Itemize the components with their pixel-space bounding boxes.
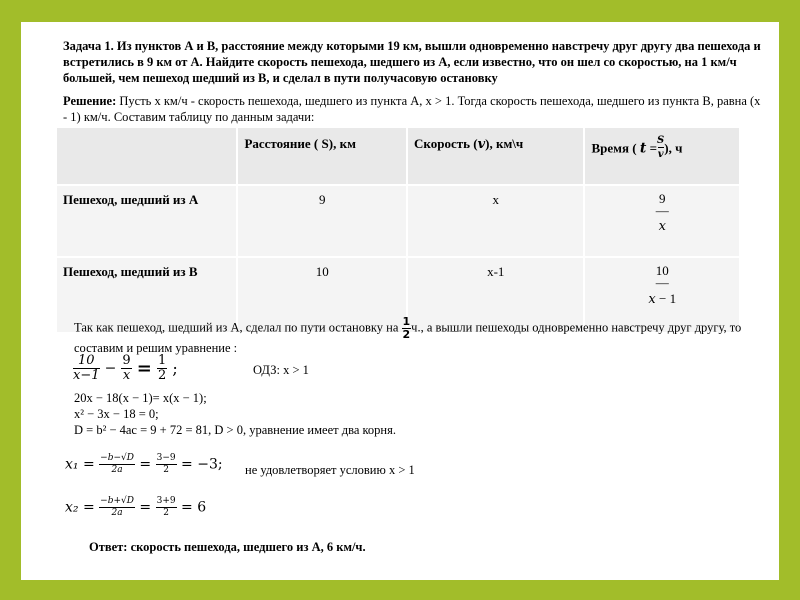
time-fraction-b: 10 — x − 1 [648,263,677,307]
solution-label: Решение: [63,94,117,108]
step-2: x² − 3x − 18 = 0; [74,407,159,421]
cell-time-a [584,185,740,257]
answer: Ответ: скорость пешехода, шедшего из А, 6 км/ч. [89,540,366,554]
table-row [56,185,740,257]
cell-speed-b: х-1 [407,257,584,333]
time-fraction-a: 9 — x [655,191,669,234]
solution-intro [63,94,763,125]
solution-text: Пусть х км/ч - скорость пешехода, шедшего из пункта А, х > 1. Тогда скорость пешехода, шедшего из пункта В, равна (х - 1) км/ч. Составим таблицу по данным задачи: [63,94,761,124]
cell-speed-a: х [407,185,584,257]
step-1: 20x − 18(x − 1)= x(x − 1); [74,391,207,405]
x2-value-fraction: $\frac{3+9}{2}$ [156,496,176,518]
step-3: D = b² − 4ac = 9 + 72 = 81, D > 0, уравнение имеет два корня. [74,423,396,437]
eq-fraction-3: $\frac{1}{2}$ [157,353,167,383]
cell-distance-b: 10 [237,257,407,333]
eq-fraction-1: $\frac{10}{x-1}$ [73,353,100,383]
root-x1: x₁ = $\frac{-b-√D}{2a}$ = $\frac{3-9}{2}$ = −3; [65,453,223,475]
eq-fraction-2: $\frac{9}{x}$ [122,353,131,383]
odz: ОДЗ: x > 1 [253,363,309,377]
row-label-a: Пешеход, шедший из А [56,185,237,257]
header-distance: Расстояние ( S), км [237,127,407,185]
half-fraction: $\frac{1}{2}$ [402,315,411,341]
x1-value-fraction: $\frac{3-9}{2}$ [156,453,176,475]
root-x2: x₂ = $\frac{-b+√D}{2a}$ = $\frac{3+9}{2}$ = 6 [65,496,207,518]
x2-formula: $\frac{-b+√D}{2a}$ [100,496,134,518]
header-empty-cell [56,127,237,185]
main-equation: $\frac{10}{x-1}$ − $\frac{9}{x}$ = $\frac{1}{2}$ ; [73,353,178,383]
table-header-row [56,127,740,185]
row-label-b: Пешеход, шедший из В [56,257,237,333]
task-statement: Задача 1. Из пунктов А и В, расстояние между которыми 19 км, вышли одновременно навстречу друг другу два пешехода и встретились в 9 км от А. Найдите скорость пешехода, шедшего из А, если известно, что он шел со скоростью, на 1 км/ч большей, чем пешеход шедший из В, и сделал в пути получасовую остановку [63,39,761,85]
x1-formula: $\frac{-b-√D}{2a}$ [100,453,134,475]
header-speed: Скорость (v), км\ч [407,127,584,185]
equation-intro: Так как пешеход, шедший из А, сделал по пути остановку на $\frac{1}{2}$ ч., а вышли пешеходы одновременно навстречу друг другу, то составим и решим уравнение : [74,315,742,355]
time-formula: $\frac{S}{v}$ [657,135,665,160]
x1-note: не удовлетворяет условию х > 1 [245,463,415,477]
header-time: Время ( t = $\frac{S}{v}$ ), ч [584,127,740,185]
cell-distance-a: 9 [237,185,407,257]
slide [21,22,779,580]
data-table [55,126,741,334]
